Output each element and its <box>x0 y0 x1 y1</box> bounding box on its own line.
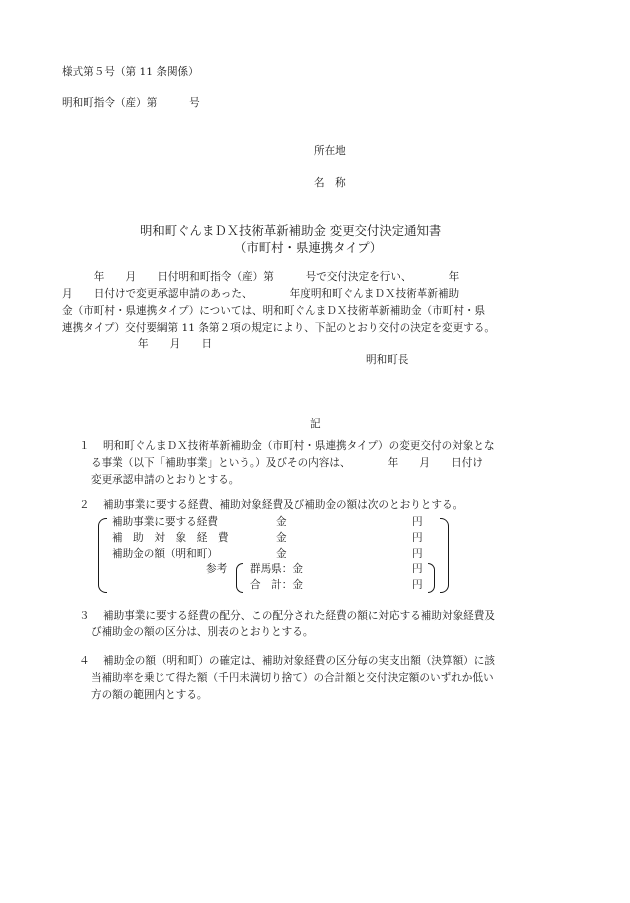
item-1-line-2: る事業（以下「補助事業」という。）及びその内容は、 年 月 日付け <box>91 457 483 469</box>
sub-row-yen: 円 <box>412 579 423 591</box>
row-kin: 金 <box>276 516 287 528</box>
item-4-line-1: 補助金の額（明和町）の確定は、補助対象経費の区分毎の実支出額（決算額）に該 <box>103 655 495 667</box>
row-kin: 金 <box>276 532 287 544</box>
amount-bracket-right <box>440 518 449 593</box>
page-subtitle: （市町村・県連携タイプ） <box>234 240 383 255</box>
row-yen: 円 <box>412 516 423 528</box>
address-label: 所在地 <box>314 145 346 157</box>
sub-row-label: 合 計：金 <box>250 579 303 591</box>
item-1-line-1: 明和町ぐんまＤＸ技術革新補助金（市町村・県連携タイプ）の変更交付の対象とな <box>103 440 495 452</box>
row-label: 補助金の額（明和町） <box>112 548 218 560</box>
page-title: 明和町ぐんまＤＸ技術革新補助金 変更交付決定通知書 <box>140 223 442 238</box>
issuer: 明和町長 <box>366 354 409 366</box>
sub-row-yen: 円 <box>412 563 423 575</box>
notice-date: 年 月 日 <box>138 338 213 350</box>
item-2-text: 補助事業に要する経費、補助対象経費及び補助金の額は次のとおりとする。 <box>103 499 464 511</box>
doc-number: 明和町指令（産）第 号 <box>62 97 200 109</box>
row-label: 補助事業に要する経費 <box>112 516 218 528</box>
intro-line-2: 月 日付けで変更承認申請のあった、 年度明和町ぐんまＤＸ技術革新補助 <box>62 288 460 300</box>
amount-bracket-left <box>98 518 107 593</box>
item-4-number: ４ <box>79 655 90 667</box>
name-label: 名 称 <box>314 177 346 189</box>
sanko-label: 参考 <box>206 563 228 575</box>
item-2-number: ２ <box>79 499 90 511</box>
sanko-bracket-left <box>236 563 243 593</box>
row-yen: 円 <box>412 548 423 560</box>
sanko-bracket-right <box>428 563 435 593</box>
row-kin: 金 <box>276 548 287 560</box>
row-yen: 円 <box>412 532 423 544</box>
item-1-number: １ <box>79 440 90 452</box>
ki-heading: 記 <box>310 418 321 430</box>
intro-line-4: 連携タイプ）交付要綱第 11 条第２項の規定により、下記のとおり交付の決定を変更する。 <box>62 322 495 334</box>
sub-row-label: 群馬県：金 <box>250 563 303 575</box>
item-4-line-2: 当補助率を乗じて得た額（千円未満切り捨て）の合計額と交付決定額のいずれか低い <box>91 672 494 684</box>
item-3-line-2: び補助金の額の区分は、別表のとおりとする。 <box>91 626 314 638</box>
row-label: 補 助 対 象 経 費 <box>112 532 229 544</box>
item-3-number: ３ <box>79 610 90 622</box>
item-4-line-3: 方の額の範囲内とする。 <box>91 689 208 701</box>
form-label: 様式第５号（第 11 条関係） <box>62 66 199 78</box>
intro-line-1: 年 月 日付明和町指令（産）第 号で交付決定を行い、 年 <box>62 271 460 283</box>
intro-line-3: 金（市町村・県連携タイプ）については、明和町ぐんまＤＸ技術革新補助金（市町村・県 <box>62 305 486 317</box>
item-1-line-3: 変更承認申請のとおりとする。 <box>91 474 240 486</box>
item-3-line-1: 補助事業に要する経費の配分、この配分された経費の額に対応する補助対象経費及 <box>103 610 495 622</box>
